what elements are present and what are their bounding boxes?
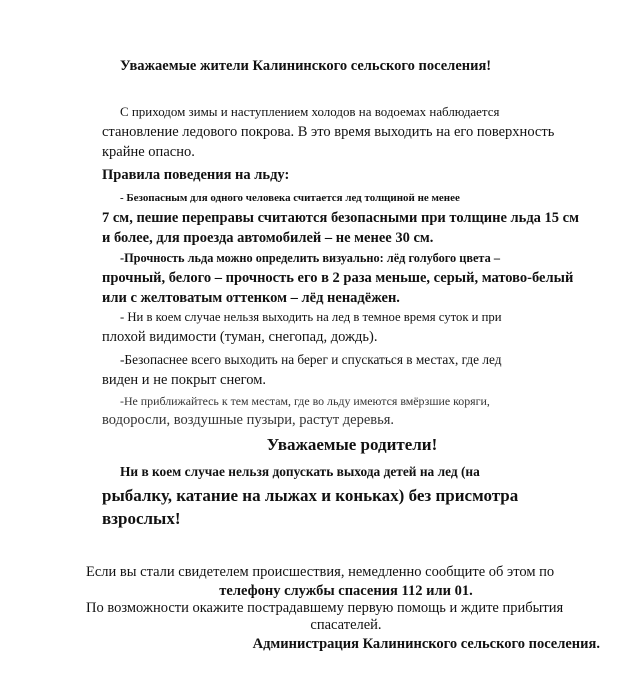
rules-heading: Правила поведения на льду:	[102, 167, 290, 183]
intro-line-2: становление ледового покрова. В это время выходить на его поверхность	[102, 124, 555, 140]
rule1-line-3: и более, для проезда автомобилей – не менее 30 см.	[102, 230, 434, 246]
footer-phone: телефону службы спасения 112 или 01.	[219, 583, 473, 599]
rule2-line-3: или с желтоватым оттенком – лёд ненадёжен.	[102, 290, 400, 306]
rule1-line-1: - Безопасным для одного человека считается лед толщиной не менее	[120, 192, 460, 204]
rule3-line-1: - Ни в коем случае нельзя выходить на лед в темное время суток и при	[120, 310, 502, 324]
parents-line-2: рыбалку, катание на лыжах и коньках) без присмотра	[102, 486, 519, 505]
rule3-line-2: плохой видимости (туман, снегопад, дождь).	[102, 329, 378, 345]
rule5-line-1: -Не приближайтесь к тем местам, где во льду имеются вмёрзшие коряги,	[120, 394, 490, 408]
rule2-line-1: -Прочность льда можно определить визуально: лёд голубого цвета –	[120, 251, 500, 265]
footer-line-1: Если вы стали свидетелем происшествия, немедленно сообщите об этом по	[86, 564, 555, 580]
rule4-line-1: -Безопаснее всего выходить на берег и спускаться в местах, где лед	[120, 352, 502, 367]
parents-line-3: взрослых!	[102, 509, 181, 528]
footer-line-3: По возможности окажите пострадавшему первую помощь и ждите прибытия	[86, 600, 564, 616]
rule5-line-2: водоросли, воздушные пузыри, растут деревья.	[102, 412, 395, 428]
footer-line-4: спасателей.	[310, 617, 382, 633]
notice-title: Уважаемые жители Калининского сельского поселения!	[120, 58, 492, 74]
rule1-line-2: 7 см, пешие переправы считаются безопасными при толщине льда 15 см	[102, 210, 579, 226]
rule4-line-2: виден и не покрыт снегом.	[102, 372, 267, 388]
parents-heading: Уважаемые родители!	[266, 435, 438, 454]
intro-line-1: С приходом зимы и наступлением холодов на водоемах наблюдается	[120, 104, 500, 119]
rule2-line-2: прочный, белого – прочность его в 2 раза меньше, серый, матово-белый	[102, 270, 574, 286]
signature: Администрация Калининского сельского поселения.	[252, 636, 600, 652]
parents-line-1: Ни в коем случае нельзя допускать выхода детей на лед (на	[120, 464, 480, 479]
intro-line-3: крайне опасно.	[102, 144, 195, 160]
